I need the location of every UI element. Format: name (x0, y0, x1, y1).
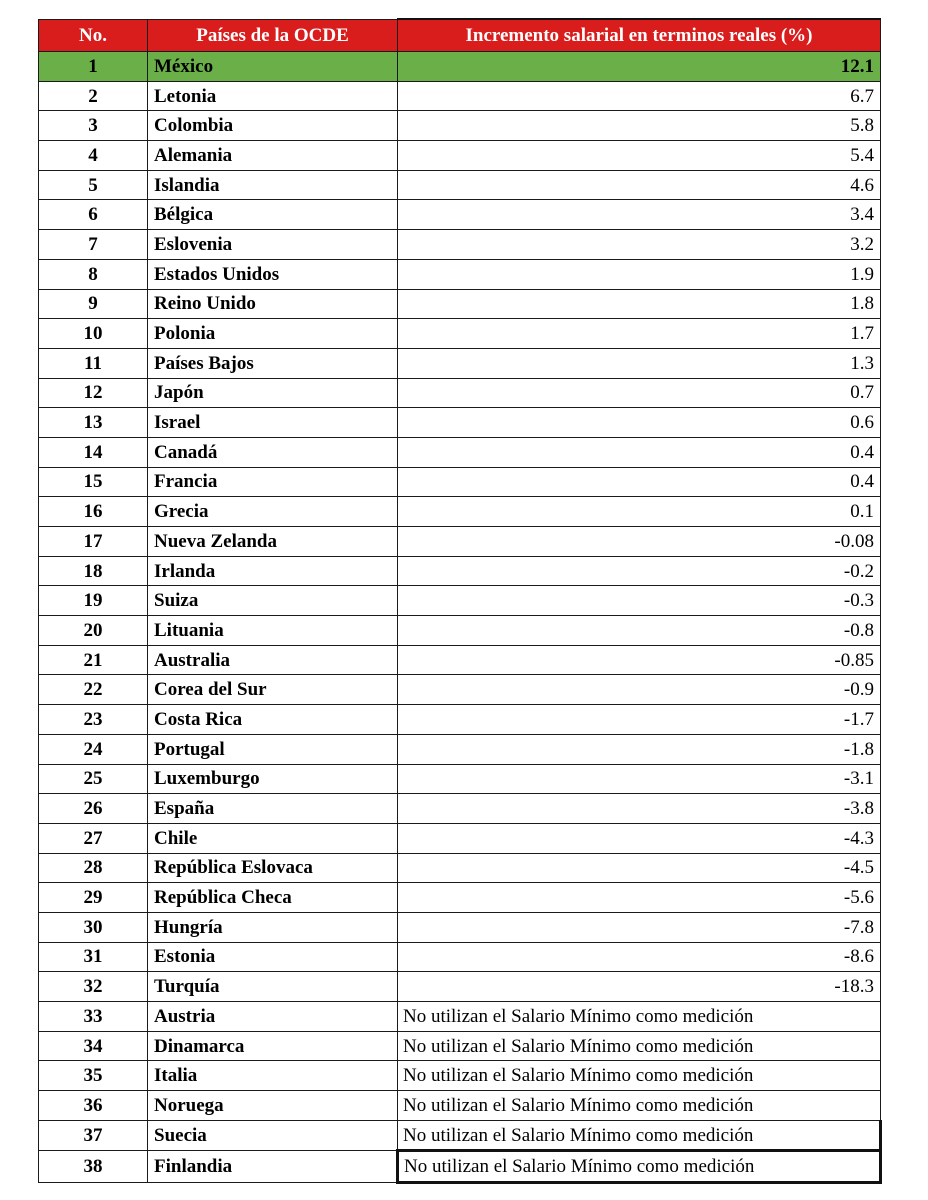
salary-increase-value: -0.85 (398, 645, 881, 675)
country-name: Bélgica (148, 200, 398, 230)
row-number: 5 (39, 170, 148, 200)
table-row (39, 437, 881, 467)
row-number: 16 (39, 497, 148, 527)
header-value: Incremento salarial en terminos reales (%) (398, 19, 881, 52)
table-row (39, 823, 881, 853)
salary-increase-value: -3.8 (398, 794, 881, 824)
row-number: 15 (39, 467, 148, 497)
salary-increase-value: 0.1 (398, 497, 881, 527)
country-name: Portugal (148, 734, 398, 764)
row-number: 30 (39, 912, 148, 942)
country-name: Costa Rica (148, 705, 398, 735)
table-row (39, 794, 881, 824)
country-name: Suiza (148, 586, 398, 616)
salary-increase-value: -0.2 (398, 556, 881, 586)
salary-note: No utilizan el Salario Mínimo como medición (398, 1091, 881, 1121)
table-row (39, 645, 881, 675)
salary-increase-value: 1.7 (398, 319, 881, 349)
country-name: Islandia (148, 170, 398, 200)
row-number: 13 (39, 408, 148, 438)
country-name: Colombia (148, 111, 398, 141)
country-name: Turquía (148, 972, 398, 1002)
row-number: 18 (39, 556, 148, 586)
salary-increase-value: 3.2 (398, 230, 881, 260)
header-no: No. (39, 19, 148, 52)
salary-note: No utilizan el Salario Mínimo como medición (398, 1151, 881, 1183)
row-number: 34 (39, 1031, 148, 1061)
salary-increase-value: -0.8 (398, 616, 881, 646)
country-name: Grecia (148, 497, 398, 527)
salary-increase-value: 6.7 (398, 81, 881, 111)
table-row (39, 972, 881, 1002)
salary-increase-value: -4.3 (398, 823, 881, 853)
row-number: 7 (39, 230, 148, 260)
country-name: Nueva Zelanda (148, 527, 398, 557)
salary-note: No utilizan el Salario Mínimo como medición (398, 1031, 881, 1061)
row-number: 22 (39, 675, 148, 705)
country-name: México (148, 52, 398, 82)
row-number: 2 (39, 81, 148, 111)
table-row (39, 556, 881, 586)
table-row (39, 1151, 881, 1183)
salary-increase-value: 12.1 (398, 52, 881, 82)
salary-increase-value: -1.8 (398, 734, 881, 764)
table-row (39, 853, 881, 883)
header-country: Países de la OCDE (148, 19, 398, 52)
table-row (39, 883, 881, 913)
table-row (39, 705, 881, 735)
salary-increase-value: -0.08 (398, 527, 881, 557)
table-row (39, 348, 881, 378)
row-number: 28 (39, 853, 148, 883)
country-name: Estados Unidos (148, 259, 398, 289)
country-name: Noruega (148, 1091, 398, 1121)
table-row (39, 52, 881, 82)
table-row (39, 408, 881, 438)
table-row (39, 378, 881, 408)
salary-increase-table (38, 18, 882, 1184)
table-row (39, 467, 881, 497)
country-name: Francia (148, 467, 398, 497)
country-name: Alemania (148, 141, 398, 171)
row-number: 35 (39, 1061, 148, 1091)
table-row (39, 111, 881, 141)
country-name: Corea del Sur (148, 675, 398, 705)
row-number: 11 (39, 348, 148, 378)
country-name: Austria (148, 1002, 398, 1032)
table-row (39, 942, 881, 972)
table-row (39, 912, 881, 942)
row-number: 12 (39, 378, 148, 408)
row-number: 33 (39, 1002, 148, 1032)
row-number: 36 (39, 1091, 148, 1121)
country-name: Eslovenia (148, 230, 398, 260)
table-row (39, 764, 881, 794)
row-number: 4 (39, 141, 148, 171)
salary-increase-value: -5.6 (398, 883, 881, 913)
country-name: Polonia (148, 319, 398, 349)
table-row (39, 675, 881, 705)
salary-increase-value: 1.9 (398, 259, 881, 289)
table-row (39, 586, 881, 616)
country-name: España (148, 794, 398, 824)
table-row (39, 170, 881, 200)
row-number: 6 (39, 200, 148, 230)
salary-increase-value: -4.5 (398, 853, 881, 883)
salary-increase-value: -8.6 (398, 942, 881, 972)
country-name: Dinamarca (148, 1031, 398, 1061)
row-number: 8 (39, 259, 148, 289)
salary-increase-value: 3.4 (398, 200, 881, 230)
country-name: Finlandia (148, 1151, 398, 1183)
row-number: 3 (39, 111, 148, 141)
row-number: 17 (39, 527, 148, 557)
country-name: Australia (148, 645, 398, 675)
country-name: Canadá (148, 437, 398, 467)
table-row (39, 1002, 881, 1032)
country-name: Italia (148, 1061, 398, 1091)
table-row (39, 141, 881, 171)
salary-increase-value: 0.4 (398, 467, 881, 497)
salary-increase-value: -0.3 (398, 586, 881, 616)
country-name: República Checa (148, 883, 398, 913)
table-row (39, 527, 881, 557)
table-row (39, 1031, 881, 1061)
salary-note: No utilizan el Salario Mínimo como medición (398, 1061, 881, 1091)
country-name: Chile (148, 823, 398, 853)
table-row (39, 259, 881, 289)
salary-increase-value: 0.7 (398, 378, 881, 408)
salary-note: No utilizan el Salario Mínimo como medición (398, 1120, 881, 1151)
row-number: 24 (39, 734, 148, 764)
table-body (39, 52, 881, 1183)
table-row (39, 1120, 881, 1151)
country-name: Hungría (148, 912, 398, 942)
salary-increase-value: -0.9 (398, 675, 881, 705)
row-number: 38 (39, 1151, 148, 1183)
country-name: Letonia (148, 81, 398, 111)
table-row (39, 1091, 881, 1121)
table-row (39, 289, 881, 319)
table-header (39, 19, 881, 52)
row-number: 20 (39, 616, 148, 646)
salary-increase-value: 0.4 (398, 437, 881, 467)
row-number: 27 (39, 823, 148, 853)
country-name: Irlanda (148, 556, 398, 586)
country-name: Reino Unido (148, 289, 398, 319)
row-number: 23 (39, 705, 148, 735)
salary-increase-value: 1.3 (398, 348, 881, 378)
country-name: Israel (148, 408, 398, 438)
country-name: Estonia (148, 942, 398, 972)
salary-increase-value: 1.8 (398, 289, 881, 319)
table-row (39, 734, 881, 764)
row-number: 29 (39, 883, 148, 913)
row-number: 9 (39, 289, 148, 319)
row-number: 37 (39, 1120, 148, 1151)
country-name: Países Bajos (148, 348, 398, 378)
row-number: 10 (39, 319, 148, 349)
row-number: 19 (39, 586, 148, 616)
salary-increase-value: 0.6 (398, 408, 881, 438)
table-row (39, 81, 881, 111)
salary-table-sheet (38, 18, 880, 1184)
row-number: 25 (39, 764, 148, 794)
table-row (39, 230, 881, 260)
country-name: República Eslovaca (148, 853, 398, 883)
table-row (39, 200, 881, 230)
salary-note: No utilizan el Salario Mínimo como medición (398, 1002, 881, 1032)
country-name: Lituania (148, 616, 398, 646)
table-row (39, 616, 881, 646)
salary-increase-value: -7.8 (398, 912, 881, 942)
country-name: Japón (148, 378, 398, 408)
salary-increase-value: -3.1 (398, 764, 881, 794)
table-row (39, 319, 881, 349)
country-name: Luxemburgo (148, 764, 398, 794)
salary-increase-value: -18.3 (398, 972, 881, 1002)
country-name: Suecia (148, 1120, 398, 1151)
salary-increase-value: -1.7 (398, 705, 881, 735)
row-number: 21 (39, 645, 148, 675)
salary-increase-value: 4.6 (398, 170, 881, 200)
row-number: 26 (39, 794, 148, 824)
row-number: 31 (39, 942, 148, 972)
row-number: 14 (39, 437, 148, 467)
salary-increase-value: 5.4 (398, 141, 881, 171)
row-number: 1 (39, 52, 148, 82)
header-row (39, 19, 881, 52)
row-number: 32 (39, 972, 148, 1002)
table-row (39, 497, 881, 527)
table-row (39, 1061, 881, 1091)
salary-increase-value: 5.8 (398, 111, 881, 141)
